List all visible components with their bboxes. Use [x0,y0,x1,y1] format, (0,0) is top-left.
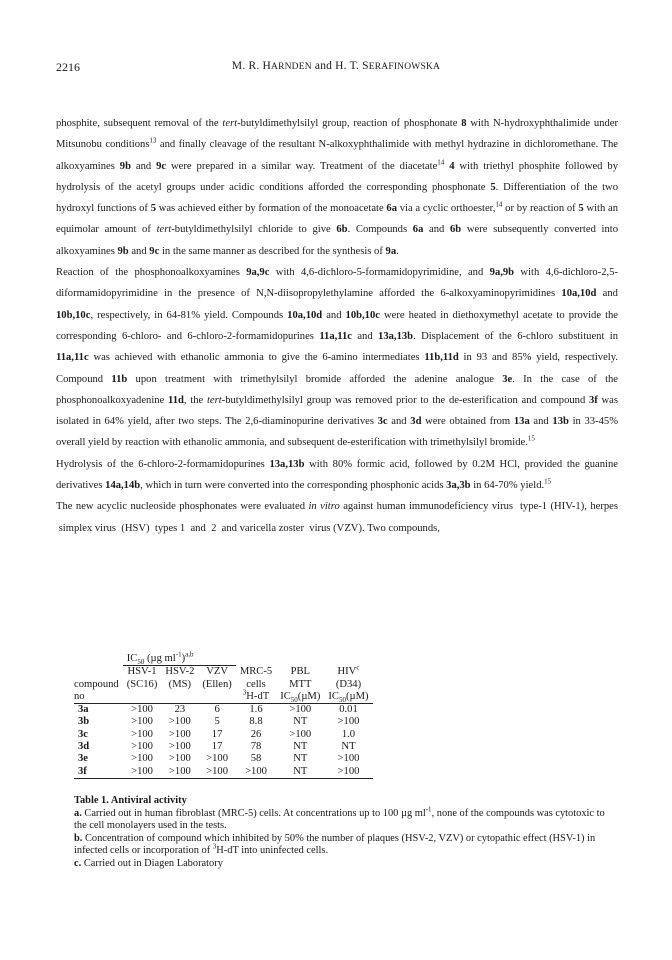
table-header-cell: MRC-5 [239,666,273,678]
page-number: 2216 [56,60,80,74]
antiviral-table [74,650,614,779]
value-cell: >100 [236,766,276,779]
running-title: M. R. HARNDEN and H. T. SERAFINOWSKA [231,60,441,72]
value-cell: >100 [161,766,198,779]
value-cell: >100 [337,753,360,765]
value-cell: NT [293,741,308,753]
value-cell: NT [293,716,308,728]
table-header-cell: cells [246,678,266,690]
table-row [74,766,373,779]
compound-cell: 3a [78,704,89,716]
compound-cell: 3d [78,741,90,753]
value-cell: >100 [123,766,162,779]
compound-cell: 3f [74,766,123,779]
table-header-span: $IC_{50}$ (µg $ml^{-1})^{a,b}$ [123,653,236,666]
value-cell: >100 [168,716,191,728]
value-cell: NT [341,741,356,753]
value-cell: 58 [250,753,262,765]
table-header-cell: $^3$H-dT [236,691,276,704]
compound-cell: 3b [78,716,90,728]
value-cell: >100 [131,753,153,765]
paragraph-3: Hydrolysis of the 6-chloro-2-formamidopurines 13a,13b with 80% formic acid, followed by 0.2M HCl, provided the guanine derivatives 14a,14b, which in turn were converted into the corresponding phosphonic acids 3a,3b in 64-70% yield.$^{15}$ [56,458,618,492]
table-row [74,704,373,717]
paragraph-1: phosphite, subsequent removal of the tert-butyldimethylsilyl group, reaction of phosphonate 8 with N-hydroxyphthalimide under Mitsunobu conditions$^{13}$ and finally cleavage of the resultant N-alkoxyphthalimide with methyl hydrazine in dichloromethane. The alkoxyamines 9b and 9c were prepared in a similar way. Treatment of the diacetate$^{14}$ 4 with triethyl phosphite followed by hydrolysis of the acetyl groups under acidic conditions afforded the corresponding phosphonate 5. Differentiation of the two hydroxyl functions of 5 was achieved either by formation of the monoacetate 6a via a cyclic orthoester,$^{14}$ or by reaction of 5 with an equimolar amount of tert-butyldimethylsilyl chloride to give 6b. Compounds 6a and 6b were subsequently converted into alkoxyamines 9b and 9c in the same manner as described for the synthesis of 9a. [56,118,619,257]
value-cell: >100 [131,716,153,728]
table-header-cell: (MS) [168,678,192,690]
value-cell: 0.01 [339,704,358,716]
value-cell: >100 [168,728,191,740]
caption-note-a: a. Carried out in human fibroblast (MRC-5) cells. At concentrations up to 100 µg $ml^{-1}$, none of the compounds was cytotoxic to the cell monolayers used in the tests. [74,805,605,832]
value-cell: >100 [131,728,153,740]
value-cell: 6 [214,704,220,716]
table-header-cell: $IC_{50}(\mu M)$ [276,691,324,704]
table-header-cell: HSV-2 [165,666,195,678]
caption-note-b: b. Concentration of compound which inhibited by 50% the number of plaques (HSV-2, VZV) or cytopathic effect (HSV-1) in infected cells or incorporation of $^3$H-dT into uninfected cells. [74,832,596,857]
value-cell: NT [276,766,324,779]
table-header-cell: HSV-1 [127,666,157,678]
table-header-cell [74,666,123,679]
compound-cell: 3c [78,728,88,740]
value-cell: >100 [337,716,360,728]
compound-cell: 3e [78,753,88,765]
table-row [74,716,373,728]
table-row [74,741,373,753]
value-cell: >100 [289,704,312,716]
table-row [74,753,373,765]
value-cell: >100 [131,704,153,716]
value-cell: >100 [324,766,372,779]
table-header-cell: compound [74,678,119,690]
value-cell: 1.6 [249,704,263,716]
caption-title: Table 1. Antiviral activity [74,795,187,806]
body-text [56,113,618,539]
paragraph-2: Reaction of the phosphonoalkoxyamines 9a,9c with 4,6-dichloro-5-formamidopyrimidine, and 9a,9b with 4,6-dichloro-2,5-diformamidopyrimidine in the presence of N,N-diisopropylethylamine afforded the 6-alkoxyaminopyrimidines 10a,10d and 10b,10c, respectively, in 64-81% yield. Compounds 10a,10d and 10b,10c were heated in diethoxymethyl acetate to provide the corresponding 6-chloro- and 6-chloro-2-formamidopurines 11a,11c and 13a,13b. Displacement of the 6-chloro substituent in 11a,11c was achieved with ethanolic ammonia to give the 6-amino intermediates 11b,11d in 93 and 85% yield, respectively. Compound 11b upon treatment with trimethylsilyl bromide afforded the adenine analogue 3e. In the case of the phosphonoalkoxyadenine 11d, the tert-butyldimethylsilyl group was removed prior to the de-esterification and compound 3f was isolated in 64% yield, after two steps. The 2,6-diaminopurine derivatives 3c and 3d were obtained from 13a and 13b in 33-45% overall yield by reaction with ethanolic ammonia, and subsequent de-esterification with trimethylsilyl bromide.$^{15}$ [56,267,619,449]
table-header-cell: PBL [290,666,311,678]
value-cell: 17 [211,741,223,753]
value-cell: >100 [131,741,153,753]
value-cell: 23 [174,704,186,716]
table-header-cell: (D34) [335,678,362,690]
table-header-cell: (Ellen) [202,678,232,690]
table-header-cell: VZV [206,666,228,678]
value-cell: >100 [289,728,312,740]
table-header-cell: $IC_{50}(\mu M)$ [324,691,372,704]
value-cell: 8.8 [249,716,263,728]
value-cell: >100 [198,766,235,779]
table-header-cell: no [74,691,123,704]
table-header-cell: (SC16) [126,678,158,690]
value-cell: 78 [250,741,262,753]
value-cell: 5 [214,716,220,728]
table-header-cell: MTT [289,678,312,690]
value-cell: 26 [250,728,262,740]
value-cell: NT [293,753,308,765]
value-cell: >100 [168,741,191,753]
table-row [74,729,373,741]
value-cell: 1.0 [341,728,356,740]
table-header-cell: HIV$^c$ [337,663,360,678]
paragraph-4: The new acyclic nucleoside phosphonates were evaluated in vitro against human immunodeficiency virus type-1 (HIV-1), herpes simplex virus (HSV) types 1 and 2 and varicella zoster virus (VZV). Two compounds, [56,501,618,534]
table-caption [74,795,614,871]
value-cell: >100 [206,753,229,765]
caption-note-c: c. Carried out in Diagen Laboratory [74,857,223,869]
value-cell: >100 [168,753,191,765]
value-cell: 17 [211,728,223,740]
